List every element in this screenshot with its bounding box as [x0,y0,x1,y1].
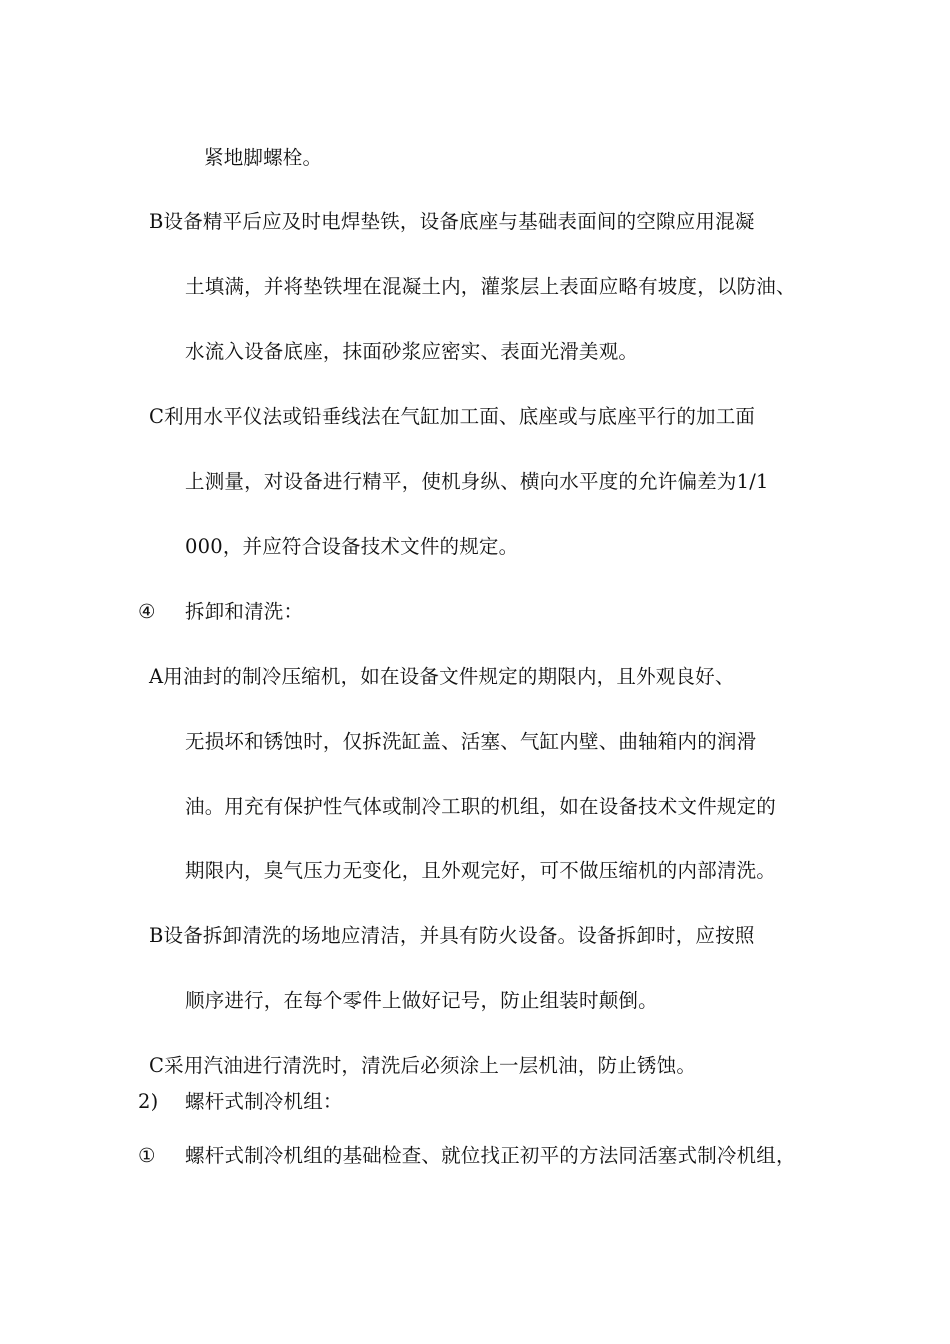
text-line: 水流入设备底座，抹面砂浆应密实、表面光滑美观。 [185,340,639,363]
text-line: 土填满，并将垫铁埋在混凝土内，灌浆层上表面应略有坡度，以防油、 [185,275,796,298]
text-line: 紧地脚螺栓。 [204,146,323,169]
section-heading: 螺杆式制冷机组： [185,1090,343,1113]
text-line: 上测量，对设备进行精平，使机身纵、横向水平度的允许偏差为1/1 [185,470,769,493]
text-line: B设备精平后应及时电焊垫铁，设备底座与基础表面间的空隙应用混凝 [149,210,755,233]
text-line: 顺序进行，在每个零件上做好记号，防止组装时颠倒。 [185,989,658,1012]
text-line: 000，并应符合设备技术文件的规定。 [185,535,519,558]
list-marker: ④ [138,600,156,623]
text-line: C利用水平仪法或铅垂线法在气缸加工面、底座或与底座平行的加工面 [149,405,756,428]
text-line: 螺杆式制冷机组的基础检查、就位找正初平的方法同活塞式制冷机组， [185,1144,796,1167]
text-line: 期限内，臭气压力无变化，且外观完好，可不做压缩机的内部清洗。 [185,859,777,882]
text-line: B设备拆卸清洗的场地应清洁，并具有防火设备。设备拆卸时，应按照 [149,924,755,947]
text-line: 无损坏和锈蚀时，仅拆洗缸盖、活塞、气缸内壁、曲轴箱内的润滑 [185,730,757,753]
section-heading: 拆卸和清洗： [185,600,304,623]
text-line: 油。用充有保护性气体或制冷工职的机组，如在设备技术文件规定的 [185,795,777,818]
text-line: A用油封的制冷压缩机，如在设备文件规定的期限内，且外观良好、 [149,665,735,688]
list-marker: ① [138,1144,156,1167]
text-line: C采用汽油进行清洗时，清洗后必须涂上一层机油，防止锈蚀。 [149,1054,697,1077]
list-marker: 2) [138,1090,159,1113]
